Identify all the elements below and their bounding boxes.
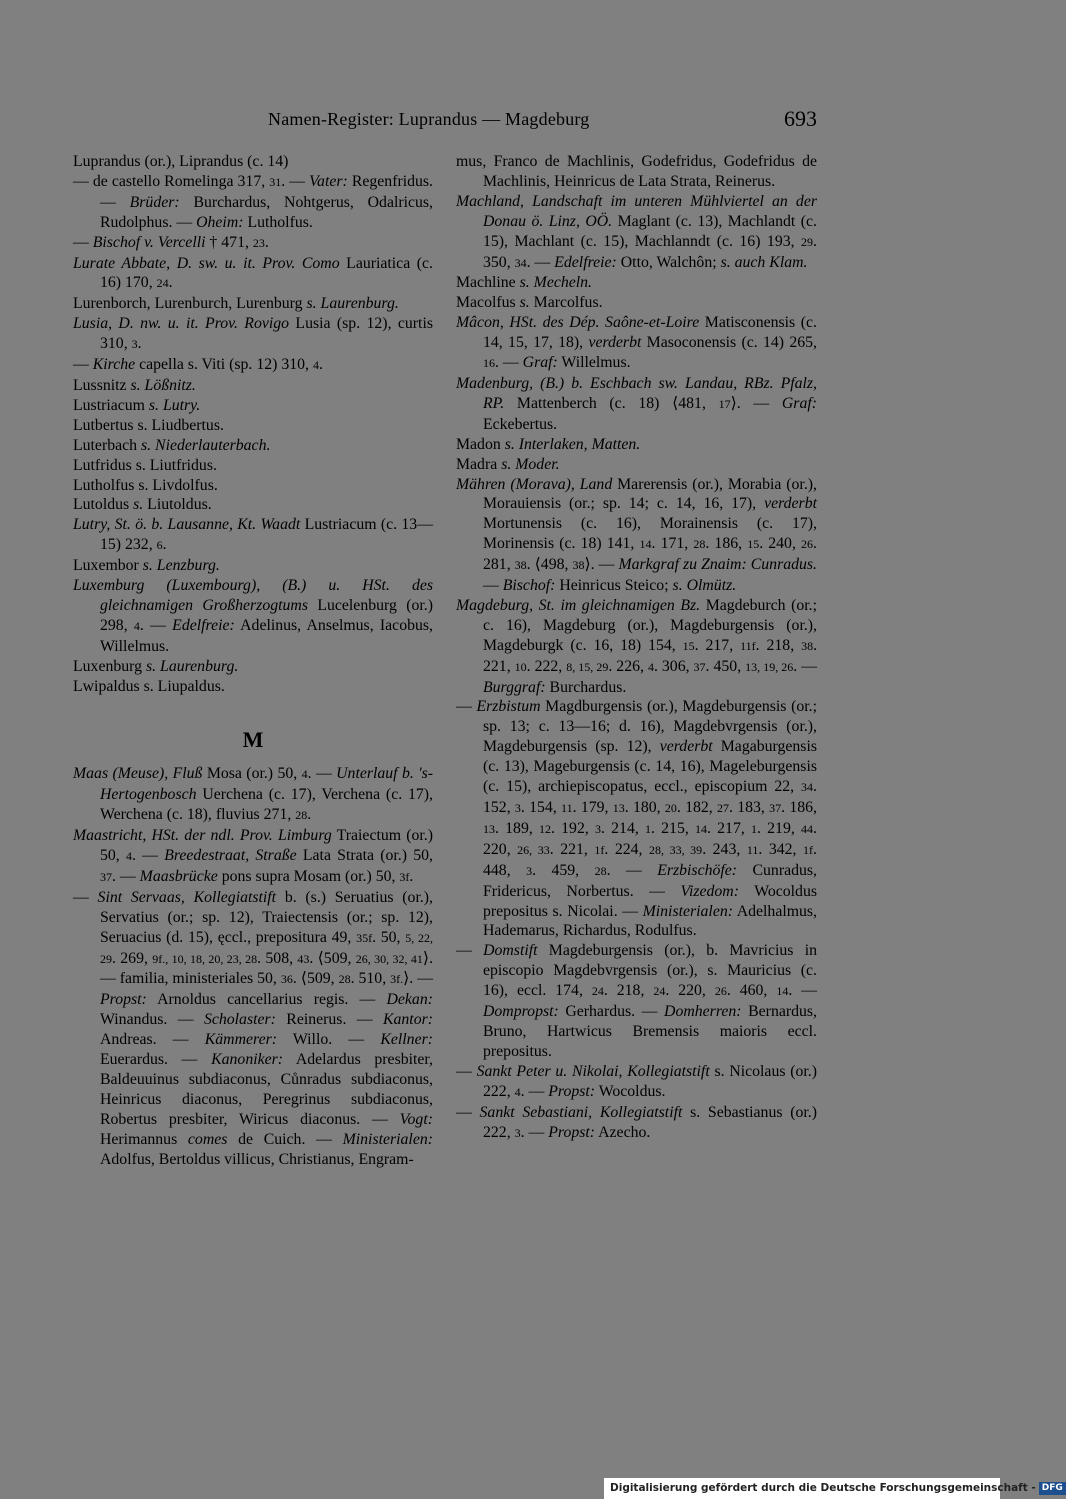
index-entry: Madra s. Moder. [456, 455, 560, 473]
index-entry: Madenburg, (B.) b. Eschbach sw. Landau, RBz. Pfalz, RP. Mattenberch (c. 18) ⟨481, 17⟩. — Graf: Eckebertus. [456, 374, 817, 433]
page-number: 693 [784, 106, 817, 131]
index-entry: Macolfus s. Marcolfus. [456, 294, 603, 312]
left-entries-m [73, 764, 433, 1169]
index-entry: — Kirche capella s. Viti (sp. 12) 310, 4. [73, 356, 323, 374]
index-entry: — Sankt Sebastiani, Kollegiatstift s. Sebastianus (or.) 222, 3. — Propst: Azecho. [456, 1103, 817, 1141]
footer-text: Digitalisierung gefördert durch die Deutsche Forschungsgemeinschaft - [610, 1482, 1036, 1494]
index-entry: — Erzbistum Magdburgensis (or.), Magdeburgensis (or.; sp. 13; c. 13—16; d. 16), Magdebvrgensis (or.), Magdeburgensis (sp. 12), verderbt Magaburgensis (c. 13), Mageburgensis (c. 14, 16), Mageleburgensis (c. 15), archiepiscopatus, eccl., episcopium 22, 34. 152, 3. 154, 11. 179, 13. 180, 20. 182, 27. 183, 37. 186, 13. 189, 12. 192, 3. 214, 1. 215, 14. 217, 1. 219, 44. 220, 26, 33. 221, 1f. 224, 28, 33, 39. 243, 11. 342, 1f. 448, 3. 459, 28. — Erzbischöfe: Cunradus, Fridericus, Norbertus. — Vizedom: Wocoldus prepositus s. Nicolai. — Ministerialen: Adelhalmus, Hademarus, Richardus, Rodulfus. [456, 698, 818, 940]
index-entry: Machland, Landschaft im unteren Mühlviertel an der Donau ö. Linz, OÖ. Maglant (c. 13), Machlandt (c. 15), Machlant (c. 15), Machlanndt (c. 16) 193, 29. 350, 34. — Edelfreie: Otto, Walchôn; s. auch Klam. [456, 192, 817, 271]
index-entry: Lutry, St. ö. b. Lausanne, Kt. Waadt Lustriacum (c. 13—15) 232, 6. [73, 516, 433, 554]
dfg-logo: DFG [1039, 1482, 1066, 1495]
index-entry: Machline s. Mecheln. [456, 274, 592, 292]
index-entry: Luxemburg (Luxembourg), (B.) u. HSt. des gleichnamigen Großherzogtums Lucelenburg (or.) 298, 4. — Edelfreie: Adelinus, Anselmus, Iacobus, Willelmus. [73, 577, 434, 655]
index-entry: Luterbach s. Niederlauterbach. [73, 436, 271, 454]
index-entry: — Sankt Peter u. Nikolai, Kollegiatstift s. Nicolaus (or.) 222, 4. — Propst: Wocoldus. [456, 1062, 817, 1100]
index-entry: Lurate Abbate, D. sw. u. it. Prov. Como Lauriatica (c. 16) 170, 24. [73, 254, 434, 292]
index-entry: — Domstift Magdeburgensis (or.), b. Mavricius in episcopio Magdebvrgensis (or.), s. Mauricius (c. 16), eccl. 174, 24. 218, 24. 220, 26. 460, 14. — Dompropst: Gerhardus. — Domherren: Bernardus, Bruno, Hartwicus Bremensis maioris eccl. prepositus. [456, 942, 818, 1060]
right-column [456, 152, 817, 1143]
index-entry: Magdeburg, St. im gleichnamigen Bz. Magdeburch (or.; c. 16), Magdeburg (or.), Magdeburgensis (or.), Magdeburgk (c. 16, 18) 154, 15. 217, 11f. 218, 38. 221, 10. 222, 8, 15, 29. 226, 4. 306, 37. 450, 13, 19, 26. — Burggraf: Burchardus. [456, 596, 818, 696]
index-entry: Lustriacum s. Lutry. [73, 396, 201, 414]
dfg-footer [604, 1478, 1063, 1499]
index-entry: Lutbertus s. Liudbertus. [73, 416, 224, 434]
index-entry: Lutoldus s. Liutoldus. [73, 496, 212, 514]
index-entry: Luprandus (or.), Liprandus (c. 14) [73, 153, 289, 170]
index-entry: Lutfridus s. Liutfridus. [73, 456, 217, 474]
section-letter: M [242, 727, 264, 753]
index-entry: — Sint Servaas, Kollegiatstift b. (s.) Seruatius (or.), Servatius (or.; sp. 12), Traiectensis (or.; sp. 12), Seruacius (d. 15), ęccl., prepositura 49, 35f. 50, 5, 22, 29. 269, 9f., 10, 18, 20, 23, 28. 508, 43. ⟨509, 26, 30, 32, 41⟩. — familia, ministeriales 50, 36. ⟨509, 28. 510, 3f.⟩. — Propst: Arnoldus cancellarius regis. — Dekan: Winandus. — Scholaster: Reinerus. — Kantor: Andreas. — Kämmerer: Willo. — Kellner: Euerardus. — Kanoniker: Adelardus presbiter, Baldeuuinus subdiaconus, Cůnradus subdiaconus, Heinricus diaconus, Peregrinus subdiaconus, Robertus presbiter, Wiricus diaconus. — Vogt: Herimannus comes de Cuich. — Ministerialen: Adolfus, Bertoldus villicus, Christianus, Engram- [73, 888, 434, 1168]
index-entry: Maastricht, HSt. der ndl. Prov. Limburg Traiectum (or.) 50, 4. — Breedestraat, Straße Lata Strata (or.) 50, 37. — Maasbrücke pons supra Mosam (or.) 50, 3f. [73, 827, 433, 885]
index-entry: Lussnitz s. Lößnitz. [73, 376, 196, 394]
left-entries-top [73, 152, 433, 696]
index-entry: Mähren (Morava), Land Marerensis (or.), Morabia (or.), Morauiensis (or.; sp. 14; c. 14, 16, 17), verderbt Mortunensis (c. 16), Morainensis (c. 17), Morinensis (c. 18) 141, 14. 171, 28. 186, 15. 240, 26. 281, 38. ⟨498, 38⟩. — Markgraf zu Znaim: Cunradus. — Bischof: Heinricus Steico; s. Olmütz. [456, 475, 818, 595]
index-entry: Luxembor s. Lenzburg. [73, 557, 220, 575]
page-header [72, 106, 817, 136]
running-head: Namen-Register: Luprandus — Magdeburg [268, 109, 590, 129]
index-entry: Mâcon, HSt. des Dép. Saône-et-Loire Matisconensis (c. 14, 15, 17, 18), verderbt Masoconensis (c. 14) 265, 16. — Graf: Willelmus. [456, 314, 817, 372]
index-entry: Maas (Meuse), Fluß Mosa (or.) 50, 4. — Unterlauf b. 's-Hertogenbosch Uerchena (c. 17), Verchena (c. 17), Werchena (c. 18), fluvius 271, 28. [73, 765, 433, 824]
left-column [73, 152, 433, 1170]
index-entry: mus, Franco de Machlinis, Godefridus, Godefridus de Machlinis, Heinricus de Lata Strata, Reinerus. [456, 153, 817, 190]
index-entry: Lusia, D. nw. u. it. Prov. Rovigo Lusia (sp. 12), curtis 310, 3. [73, 315, 433, 353]
index-entry: — de castello Romelinga 317, 31. — Vater: Regenfridus. — Brüder: Burchardus, Nohtgerus, Odalricus, Rudolphus. — Oheim: Lutholfus. [73, 172, 433, 231]
index-entry: Luxenburg s. Laurenburg. [73, 657, 239, 675]
index-entry: Madon s. Interlaken, Matten. [456, 435, 641, 453]
right-entries [456, 152, 817, 1143]
index-entry: — Bischof v. Vercelli † 471, 23. [73, 233, 269, 251]
index-entry: Lurenborch, Lurenburch, Lurenburg s. Laurenburg. [73, 295, 399, 313]
index-entry: Lwipaldus s. Liupaldus. [73, 677, 225, 695]
index-entry: Lutholfus s. Livdolfus. [73, 476, 218, 494]
